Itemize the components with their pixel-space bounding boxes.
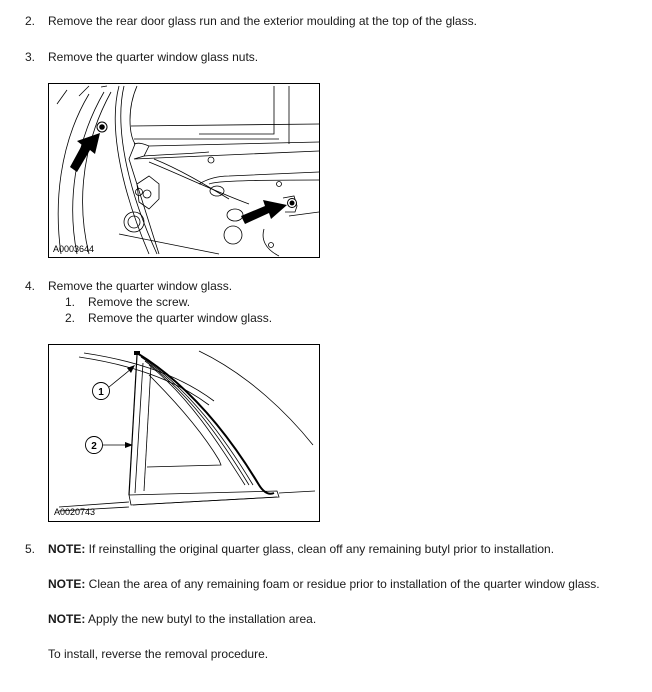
- note-text: Clean the area of any remaining foam or residue prior to installation of the quarter window glass.: [85, 577, 600, 591]
- note-label: NOTE:: [48, 612, 86, 626]
- callout-2: [86, 437, 134, 454]
- step-number: 3.: [25, 50, 36, 64]
- figure-quarter-window-nuts: [48, 83, 320, 258]
- nut-icon-left: [97, 122, 107, 132]
- note: [48, 612, 316, 626]
- step-text: Remove the rear door glass run and the exterior moulding at the top of the glass.: [48, 14, 477, 28]
- illustration-quarter-glass: [49, 345, 319, 521]
- screw-icon: [134, 351, 140, 355]
- substep-text: Remove the screw.: [88, 295, 191, 309]
- illustration-nuts: [49, 84, 319, 257]
- step-text: Remove the quarter window glass nuts.: [48, 50, 259, 64]
- note-text: Apply the new butyl to the installation area.: [85, 612, 317, 626]
- step-number: 5.: [25, 542, 36, 556]
- note: [48, 577, 600, 591]
- note-label: NOTE:: [48, 577, 86, 591]
- note-label: NOTE:: [48, 542, 86, 556]
- substep-number: 1.: [65, 295, 76, 309]
- note: [48, 542, 554, 556]
- callout-label: 2: [91, 441, 97, 452]
- figure-id: A0020743: [54, 507, 96, 517]
- callout-1: [93, 365, 136, 400]
- nut-icon-right: [288, 199, 297, 208]
- substep-number: 2.: [65, 311, 76, 325]
- substep-text: Remove the quarter window glass.: [88, 311, 273, 325]
- step-text: Remove the quarter window glass.: [48, 279, 233, 293]
- figure-quarter-window-glass: [48, 344, 320, 522]
- closing-text: To install, reverse the removal procedure.: [48, 647, 269, 661]
- step-number: 4.: [25, 279, 36, 293]
- callout-label: 1: [98, 387, 104, 398]
- step-number: 2.: [25, 14, 36, 28]
- note-text: If reinstalling the original quarter glass, clean off any remaining butyl prior to installation.: [85, 542, 555, 556]
- figure-id: A0003644: [53, 244, 95, 254]
